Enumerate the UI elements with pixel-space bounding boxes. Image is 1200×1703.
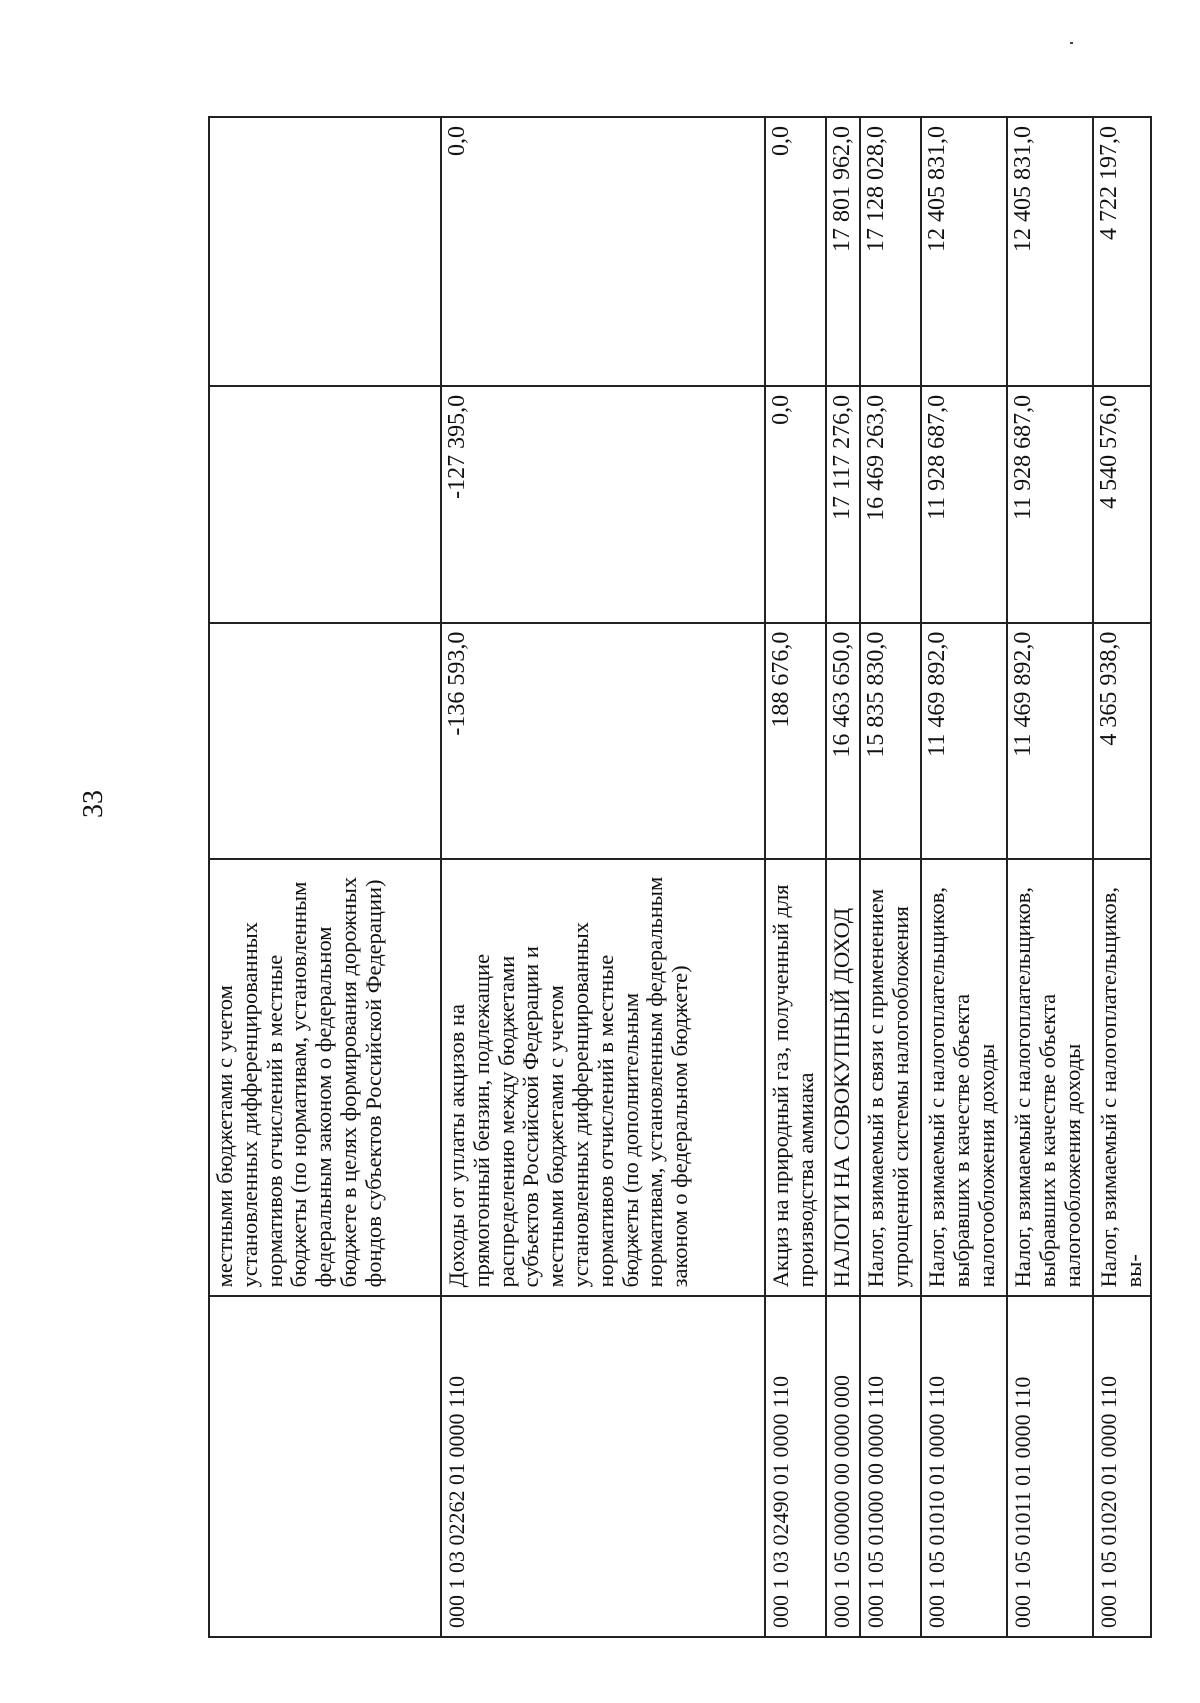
row-description: Налог, взимаемый с налогоплательщиков, выбравших в качестве объекта налогообложения доходы	[1007, 859, 1093, 1296]
row-code: 000 1 05 01000 00 0000 110	[860, 1296, 921, 1637]
table-row	[860, 117, 921, 1637]
row-value-1	[209, 623, 441, 860]
row-description: Налог, взимаемый с налогоплательщиков, вы-	[1093, 859, 1151, 1296]
table-row	[826, 117, 860, 1637]
row-code: 000 1 05 00000 00 0000 000	[826, 1296, 860, 1637]
row-value-2	[209, 386, 441, 623]
row-description: Налог, взимаемый с налогоплательщиков, выбравших в качестве объекта налогообложения доходы	[921, 859, 1007, 1296]
row-value-3	[209, 117, 441, 386]
row-description: НАЛОГИ НА СОВОКУПНЫЙ ДОХОД	[826, 859, 860, 1296]
budget-table-rotated	[208, 116, 1146, 1638]
budget-revenue-table	[208, 116, 1152, 1638]
row-value-1: -136 593,0	[441, 623, 765, 860]
row-value-2: -127 395,0	[441, 386, 765, 623]
row-value-2: 17 117 276,0	[826, 386, 860, 623]
row-value-1: 15 835 830,0	[860, 623, 921, 860]
row-value-1: 16 463 650,0	[826, 623, 860, 860]
table-row	[1093, 117, 1151, 1637]
table-row	[765, 117, 826, 1637]
row-value-3: 0,0	[765, 117, 826, 386]
row-code: 000 1 05 01010 01 0000 110	[921, 1296, 1007, 1637]
row-code: 000 1 03 02490 01 0000 110	[765, 1296, 826, 1637]
row-value-1: 188 676,0	[765, 623, 826, 860]
row-value-2: 0,0	[765, 386, 826, 623]
scan-speck	[1070, 42, 1073, 44]
table-row	[441, 117, 765, 1637]
page-number: 33	[78, 790, 109, 818]
row-description: Акциз на природный газ, полученный для производства аммиака	[765, 859, 826, 1296]
row-value-2: 11 928 687,0	[921, 386, 1007, 623]
table-row	[921, 117, 1007, 1637]
row-code: 000 1 03 02262 01 0000 110	[441, 1296, 765, 1637]
row-code	[209, 1296, 441, 1637]
row-value-2: 11 928 687,0	[1007, 386, 1093, 623]
row-description: Налог, взимаемый в связи с применением упрощенной системы налогообложения	[860, 859, 921, 1296]
row-value-3: 4 722 197,0	[1093, 117, 1151, 386]
row-description: Доходы от уплаты акцизов на прямогонный бензин, подлежащие распределению между бюджетами субъектов Российской Федерации и местными бюджетами с учетом установленных дифференцированных нормативов отчислений в местные бюджеты (по дополнительным нормативам, установленным федеральным законом о федеральном бюджете)	[441, 859, 765, 1296]
row-value-3: 12 405 831,0	[1007, 117, 1093, 386]
row-code: 000 1 05 01020 01 0000 110	[1093, 1296, 1151, 1637]
row-value-3: 17 801 962,0	[826, 117, 860, 386]
table-row	[1007, 117, 1093, 1637]
table-row	[209, 117, 441, 1637]
row-value-2: 4 540 576,0	[1093, 386, 1151, 623]
row-value-1: 4 365 938,0	[1093, 623, 1151, 860]
row-value-3: 17 128 028,0	[860, 117, 921, 386]
row-value-3: 12 405 831,0	[921, 117, 1007, 386]
row-value-1: 11 469 892,0	[921, 623, 1007, 860]
row-value-2: 16 469 263,0	[860, 386, 921, 623]
row-value-3: 0,0	[441, 117, 765, 386]
row-code: 000 1 05 01011 01 0000 110	[1007, 1296, 1093, 1637]
row-value-1: 11 469 892,0	[1007, 623, 1093, 860]
row-description: местными бюджетами с учетом установленных дифференцированных нормативов отчислений в местные бюджеты (по нормативам, установленным федеральным законом о федеральном бюджете в целях формирования дорожных фондов субъектов Российской Федерации)	[209, 859, 441, 1296]
